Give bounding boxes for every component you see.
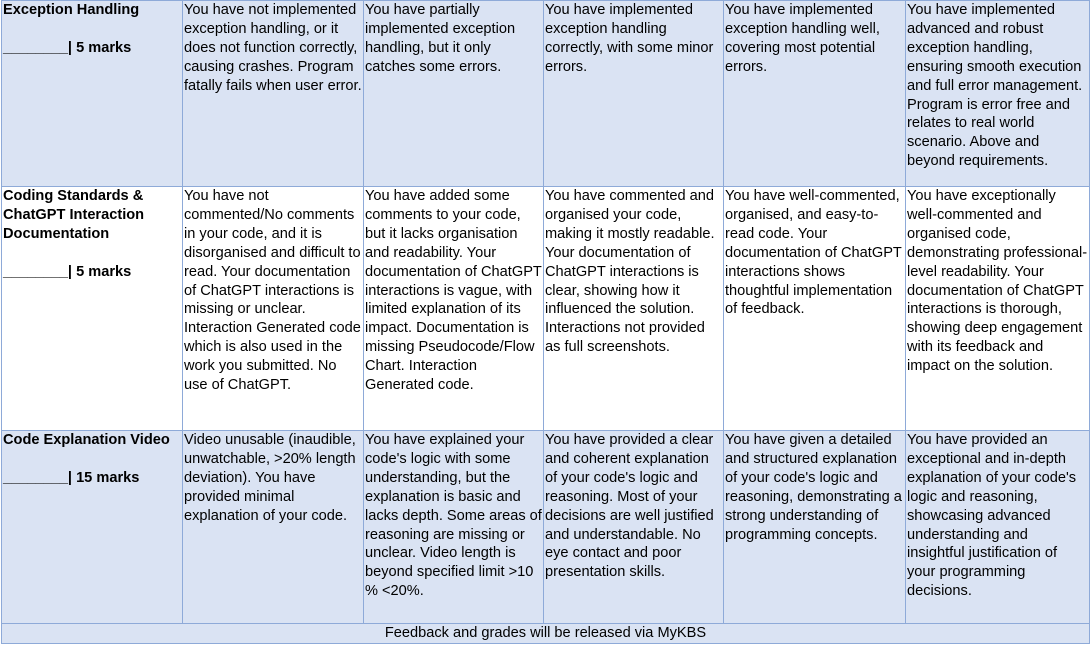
marks-label: ________| 5 marks: [3, 39, 132, 56]
level-cell: You have implemented exception handling well, covering most potential errors.: [724, 1, 906, 187]
criterion-name: Coding Standards & ChatGPT Interaction Documentation: [3, 188, 145, 242]
marks-label: ________| 15 marks: [3, 469, 140, 486]
table-row: [2, 187, 1090, 431]
level-cell: You have added some comments to your code, but it lacks organisation and readability. Your documentation of ChatGPT interactions is vague, with limited explanation of its impact. Documentation is missing Pseudocode/Flow Chart. Interaction Generated code.: [364, 187, 544, 431]
table-row: [2, 431, 1090, 624]
level-cell: You have implemented advanced and robust exception handling, ensuring smooth execution and full error management. Program is error free and relates to real world scenario. Above and beyond requirements.: [906, 1, 1090, 187]
level-cell: You have provided an exceptional and in-depth explanation of your code's logic and reasoning, showcasing advanced understanding and insightful justification of your programming decisions.: [906, 431, 1090, 624]
marks-label: ________| 5 marks: [3, 263, 132, 280]
level-cell: You have given a detailed and structured explanation of your code's logic and reasoning, demonstrating a strong understanding of programming concepts.: [724, 431, 906, 624]
level-cell: You have provided a clear and coherent explanation of your code's logic and reasoning. Most of your decisions are well justified and understandable. No eye contact and poor presentation skills.: [544, 431, 724, 624]
level-cell: You have not implemented exception handling, or it does not function correctly, causing crashes. Program fatally fails when user error.: [183, 1, 364, 187]
rubric-table: [1, 0, 1090, 644]
level-cell: You have commented and organised your code, making it mostly readable. Your documentation of ChatGPT interactions is clear, showing how it influenced the solution. Interactions not provided as full screenshots.: [544, 187, 724, 431]
level-cell: You have exceptionally well-commented and organised code, demonstrating professional-level readability. Your documentation of ChatGPT interactions is thorough, showing deep engagement with its feedback and impact on the solution.: [906, 187, 1090, 431]
level-cell: Video unusable (inaudible, unwatchable, >20% length deviation). You have provided minimal explanation of your code.: [183, 431, 364, 624]
criterion-name: Exception Handling: [3, 2, 140, 18]
level-cell: You have well-commented, organised, and easy-to-read code. Your documentation of ChatGPT interactions shows thoughtful implementation of feedback.: [724, 187, 906, 431]
footer-note: Feedback and grades will be released via MyKBS: [2, 624, 1090, 644]
level-cell: You have implemented exception handling correctly, with some minor errors.: [544, 1, 724, 187]
criterion-cell: [2, 431, 183, 624]
level-cell: You have explained your code's logic with some understanding, but the explanation is basic and lacks depth. Some areas of reasoning are missing or unclear. Video length is beyond specified limit >10 % <20%.: [364, 431, 544, 624]
criterion-cell: [2, 1, 183, 187]
criterion-cell: [2, 187, 183, 431]
footer-row: [2, 624, 1090, 644]
level-cell: You have not commented/No comments in your code, and it is disorganised and difficult to read. Your documentation of ChatGPT interactions is missing or unclear. Interaction Generated code which is also used in the work you submitted. No use of ChatGPT.: [183, 187, 364, 431]
criterion-name: Code Explanation Video: [3, 432, 170, 448]
level-cell: You have partially implemented exception handling, but it only catches some errors.: [364, 1, 544, 187]
table-row: [2, 1, 1090, 187]
